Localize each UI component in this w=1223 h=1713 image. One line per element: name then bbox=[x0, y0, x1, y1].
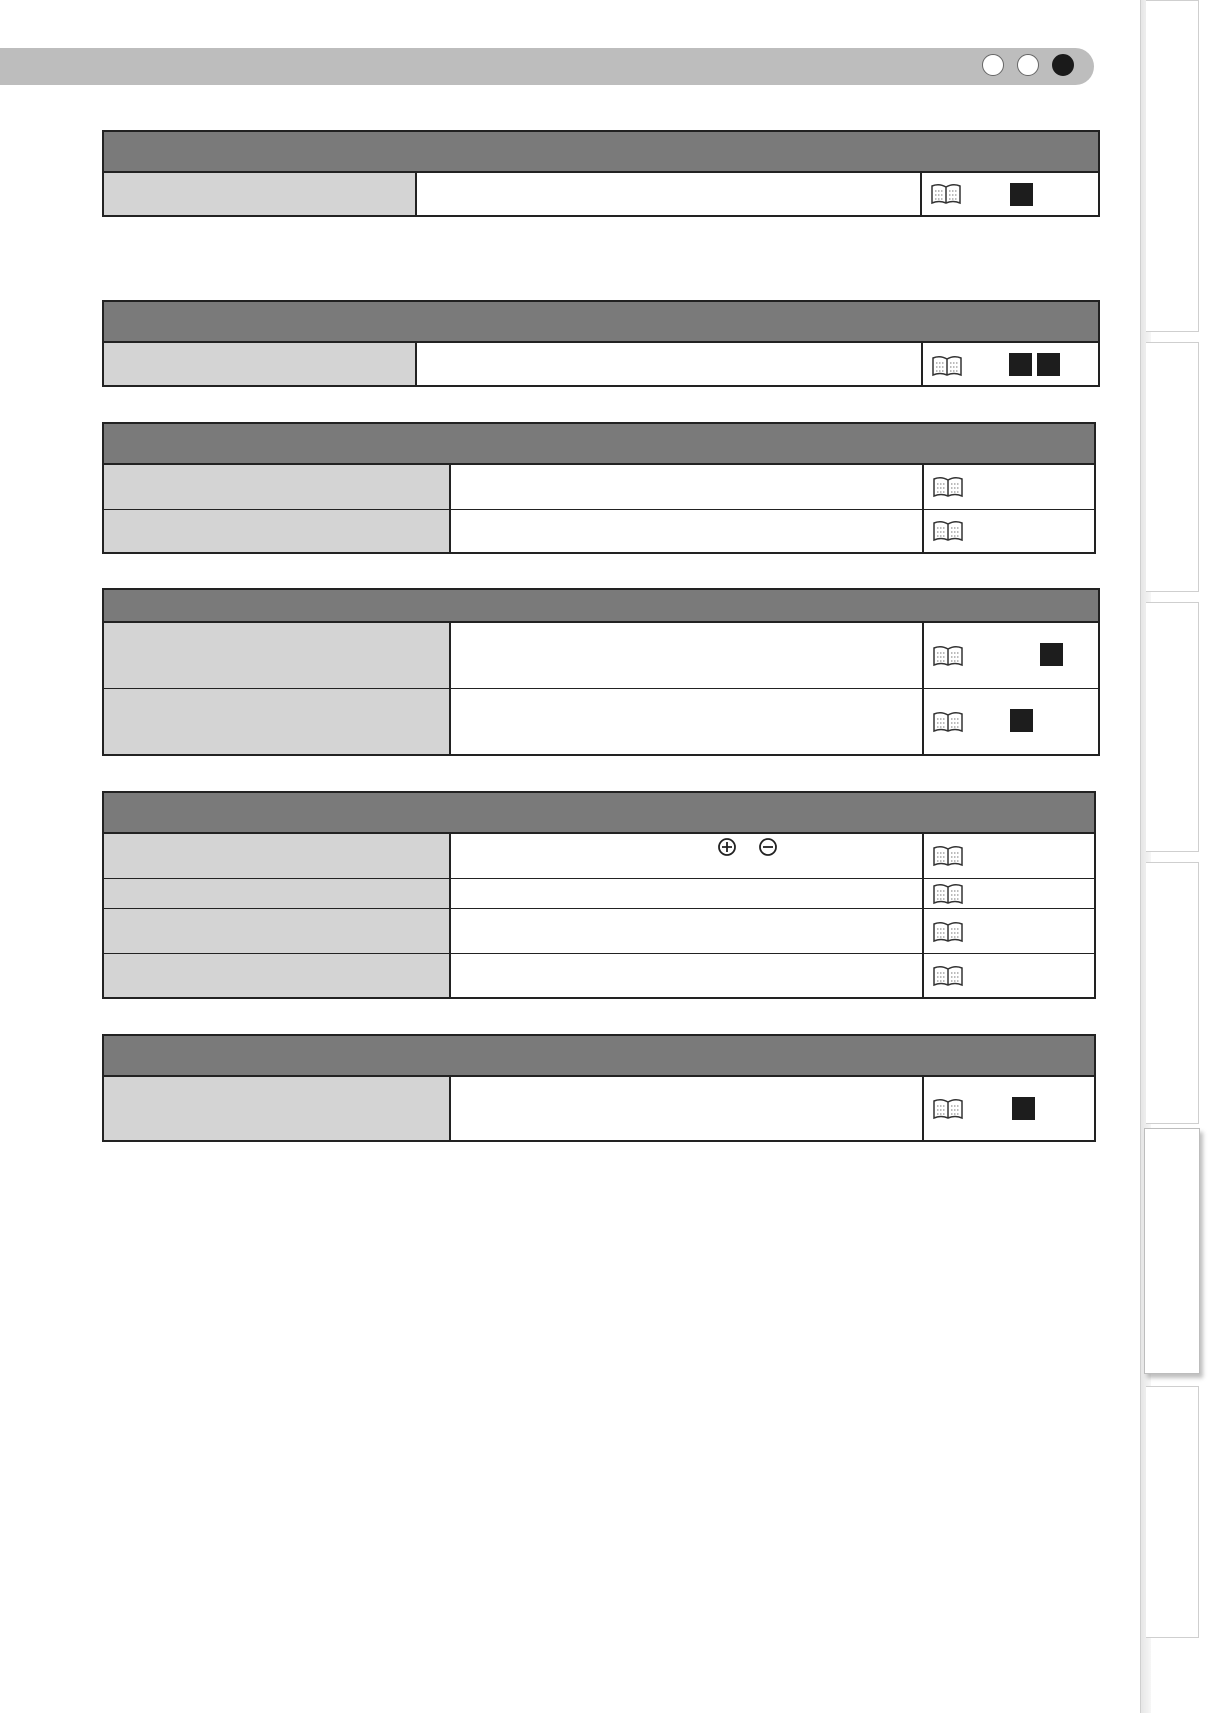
row-description bbox=[451, 623, 924, 688]
row-label bbox=[104, 689, 451, 754]
table-row bbox=[104, 953, 1094, 997]
book-icon bbox=[930, 182, 962, 206]
book-icon bbox=[932, 964, 964, 988]
book-icon bbox=[932, 519, 964, 543]
page-reference bbox=[924, 623, 1098, 688]
header-bar bbox=[0, 48, 1094, 85]
page-indicator-dot-1 bbox=[982, 54, 1004, 76]
row-label bbox=[104, 1077, 451, 1140]
row-description bbox=[417, 173, 922, 215]
row-label bbox=[104, 879, 451, 908]
section-header bbox=[104, 132, 1098, 173]
table-section-4 bbox=[102, 588, 1100, 756]
table-row bbox=[104, 834, 1094, 878]
book-icon bbox=[932, 475, 964, 499]
row-label bbox=[104, 909, 451, 953]
row-label bbox=[104, 510, 451, 552]
black-square-icon bbox=[1010, 709, 1033, 732]
table-row bbox=[104, 908, 1094, 953]
table-row bbox=[104, 623, 1098, 688]
row-label bbox=[104, 954, 451, 997]
section-header bbox=[104, 590, 1098, 623]
page-reference bbox=[924, 954, 1094, 997]
section-header bbox=[104, 1036, 1094, 1077]
section-tab-1[interactable] bbox=[1146, 0, 1199, 332]
row-description bbox=[451, 954, 924, 997]
row-description bbox=[451, 909, 924, 953]
table-section-5 bbox=[102, 791, 1096, 999]
table-row bbox=[104, 465, 1094, 509]
book-icon bbox=[932, 710, 964, 734]
section-tab-5-active[interactable] bbox=[1144, 1128, 1200, 1374]
book-icon bbox=[932, 644, 964, 668]
table-row bbox=[104, 1077, 1094, 1140]
table-row bbox=[104, 343, 1098, 385]
black-square-icon bbox=[1012, 1097, 1035, 1120]
row-description bbox=[451, 879, 924, 908]
black-square-icon bbox=[1037, 353, 1060, 376]
row-description bbox=[417, 343, 923, 385]
book-icon bbox=[931, 354, 963, 378]
book-icon bbox=[932, 1097, 964, 1121]
row-description bbox=[451, 834, 924, 878]
row-description bbox=[451, 510, 924, 552]
row-description bbox=[451, 689, 924, 754]
circled-minus-icon bbox=[758, 837, 778, 857]
row-label bbox=[104, 623, 451, 688]
book-icon bbox=[932, 882, 964, 906]
section-tab-2[interactable] bbox=[1146, 342, 1199, 592]
row-description bbox=[451, 1077, 924, 1140]
circled-plus-icon bbox=[717, 837, 737, 857]
page-reference bbox=[924, 465, 1094, 509]
section-tab-6[interactable] bbox=[1146, 1386, 1199, 1638]
row-label bbox=[104, 343, 417, 385]
page-reference bbox=[922, 173, 1098, 215]
section-header bbox=[104, 424, 1094, 465]
section-tab-4[interactable] bbox=[1146, 862, 1199, 1124]
table-section-6 bbox=[102, 1034, 1096, 1142]
table-row bbox=[104, 878, 1094, 908]
table-section-2 bbox=[102, 300, 1100, 387]
table-row bbox=[104, 688, 1098, 754]
table-section-1 bbox=[102, 130, 1100, 217]
row-label bbox=[104, 834, 451, 878]
table-section-3 bbox=[102, 422, 1096, 554]
black-square-icon bbox=[1010, 183, 1033, 206]
page-reference bbox=[924, 909, 1094, 953]
section-header bbox=[104, 793, 1094, 834]
table-row bbox=[104, 509, 1094, 552]
table-row bbox=[104, 173, 1098, 215]
page-reference bbox=[924, 510, 1094, 552]
page-reference bbox=[924, 879, 1094, 908]
page-reference bbox=[924, 1077, 1094, 1140]
row-description bbox=[451, 465, 924, 509]
black-square-icon bbox=[1040, 643, 1063, 666]
row-label bbox=[104, 465, 451, 509]
row-label bbox=[104, 173, 417, 215]
page-reference bbox=[923, 343, 1098, 385]
page-reference bbox=[924, 834, 1094, 878]
section-tab-3[interactable] bbox=[1146, 602, 1199, 852]
section-header bbox=[104, 302, 1098, 343]
book-icon bbox=[932, 844, 964, 868]
book-icon bbox=[932, 920, 964, 944]
page-reference bbox=[924, 689, 1098, 754]
page-indicator-dot-2 bbox=[1017, 54, 1039, 76]
page-indicator-dot-3 bbox=[1052, 54, 1074, 76]
black-square-icon bbox=[1009, 353, 1032, 376]
